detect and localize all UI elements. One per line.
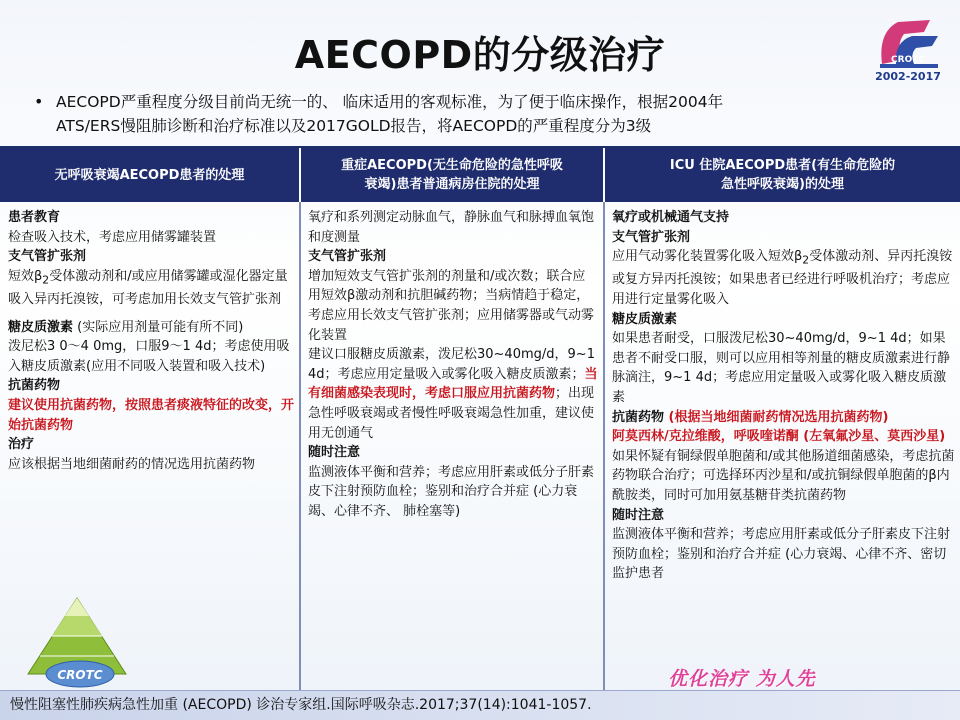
section-heading-line [8, 318, 296, 338]
column-severe [308, 208, 598, 522]
footer-citation: 慢性阻塞性肺疾病急性加重 (AECOPD) 诊治专家组.国际呼吸杂志.2017;37(14):1041-1057. [10, 697, 592, 713]
header-col3-line2: 急性呼吸衰竭)的处理 [721, 177, 844, 192]
subscript: 2 [802, 253, 810, 267]
text-part: 联合应用短效β激动剂和抗胆碱药物；当病情趋于稳定，考虑应用长效支气管扩张剂；应用储雾器或气动雾化装置 [308, 268, 595, 343]
grading-table [0, 146, 960, 690]
header-col1: 无呼吸衰竭AECOPD患者的处理 [0, 148, 299, 202]
page-title: AECOPD的分级治疗 [294, 33, 666, 77]
header-col3-line1: ICU 住院AECOPD患者(有生命危险的 [669, 158, 896, 173]
section-text: 如果怀疑有铜绿假单胞菌和/或其他肠道细菌感染，考虑抗菌药物联合治疗；可选择环丙沙星和/或抗铜绿假单胞菌的β内酰胺类，同时可加用氨基糖苷类抗菌药物 [612, 448, 955, 503]
text-part: ；出现急性呼吸衰竭或者慢性呼吸衰竭急性加重，建议使用无创通气 [308, 386, 595, 441]
section-text [8, 267, 296, 310]
slogan: 优化治疗 为人先 [668, 668, 816, 690]
section-text: 监测液体平衡和营养；考虑应用肝素或低分子肝素皮下注射预防血栓；鉴别和治疗合并症 (心力衰竭、心律不齐、 肺栓塞等) [308, 464, 595, 519]
section-heading: 氧疗或机械通气支持 [612, 210, 730, 225]
section-heading: 抗菌药物 [8, 378, 61, 394]
logo-text: CROTC [891, 55, 925, 65]
column-icu [612, 208, 956, 584]
section-text: 监测液体平衡和营养；考虑应用肝素或低分子肝素皮下注射预防血栓；鉴别和治疗合并症 (心力衰竭、心律不齐、密切监护患者 [612, 527, 951, 582]
emphasis-text: 建议使用抗菌药物，按照患者痰液特征的改变，开始抗菌药物 [8, 397, 295, 433]
section-heading: 随时注意 [612, 507, 665, 523]
header-col2 [301, 148, 603, 202]
pyramid-label: CROTC [57, 668, 103, 682]
section-heading: 糖皮质激素 [8, 319, 74, 335]
intro-paragraph [34, 90, 916, 138]
emphasis-text: 当有细菌感染表现时，考虑口服应用抗菌药物 [308, 366, 598, 402]
section-text [308, 345, 598, 443]
section-heading: 糖皮质激素 [612, 311, 678, 327]
section-text: 检查吸入技术，考虑应用储雾罐装置 [8, 229, 217, 245]
intro-line-1: AECOPD严重程度分级目前尚无统一的、 临床适用的客观标准，为了便于临床操作，根据2004年 [56, 93, 724, 111]
section-heading: 支气管扩张剂 [612, 229, 691, 245]
section-text: 泼尼松3 0～4 0mg，口服9～1 4d；考虑使用吸入糖皮质激素(应用不同吸入装置和吸入技术) [8, 339, 290, 374]
section-heading-line [612, 408, 956, 428]
intro-line-2: ATS/ERS慢阻肺诊断和治疗标准以及2017GOLD报告，将AECOPD的严重程度分为3级 [56, 117, 652, 135]
section-heading: 支气管扩张剂 [8, 249, 87, 265]
column-mild [8, 208, 296, 474]
section-heading: 抗菌药物 [612, 409, 665, 425]
text-part: 建议口服糖皮质激素，泼尼松30~40mg/d，9~1 4d；考虑应用定量吸入或雾化吸入糖皮质激素； [308, 347, 595, 382]
logo-years: 2002-2017 [875, 70, 941, 83]
text-part: 受体激动剂和/或应用储雾罐或湿化器定量吸入异丙托溴铵，可考虑加用长效支气管扩张剂 [8, 268, 288, 307]
emphasis-text: 阿莫西林/克拉维酸，呼吸喹诺酮 (左氧氟沙星、莫西沙星) [612, 429, 946, 445]
section-heading: 治疗 [8, 437, 35, 453]
crotc-logo [868, 14, 948, 86]
column-divider [299, 202, 301, 692]
subscript: 2 [42, 273, 50, 287]
crotc-pyramid-icon [22, 596, 132, 691]
section-text [612, 247, 956, 309]
text-part: 短效β [8, 268, 43, 284]
section-heading: 随时注意 [308, 445, 361, 461]
header-col2-line1: 重症AECOPD(无生命危险的急性呼吸 [341, 158, 563, 173]
crotc-emblem-icon [868, 14, 948, 72]
text-part: 增加短效支气管扩张剂的剂量和/或次数； [308, 268, 547, 284]
column-divider [603, 202, 605, 692]
section-heading: 患者教育 [8, 210, 61, 225]
section-text: 如果患者耐受，口服泼尼松30~40mg/d，9~1 4d；如果患者不耐受口服，则可以应用相等剂量的糖皮质激素进行静脉滴注，9~1 4d；考虑应用定量吸入或雾化吸入糖皮质激素 [612, 331, 951, 405]
bullet-icon: • [34, 92, 44, 111]
emphasis-text: (根据当地细菌耐药情况选用抗菌药物) [664, 409, 889, 425]
text-part: 应用气动雾化装置雾化吸入短效β [612, 249, 803, 265]
heading-note: (实际应用剂量可能有所不同) [73, 319, 244, 335]
header-col2-line2: 衰竭)患者普通病房住院的处理 [364, 177, 540, 192]
text-part: 受体激动剂、异丙托溴铵或复方异丙托溴铵；如果患者已经进行呼吸机治疗；考虑应用进行定量雾化吸入 [612, 249, 953, 307]
section-text [308, 267, 598, 345]
header-col3 [605, 148, 960, 202]
section-heading: 支气管扩张剂 [308, 249, 387, 265]
section-text: 氧疗和系列测定动脉血气，静脉血气和脉搏血氧饱和度测量 [308, 210, 595, 245]
section-text: 应该根据当地细菌耐药的情况选用抗菌药物 [8, 456, 256, 472]
